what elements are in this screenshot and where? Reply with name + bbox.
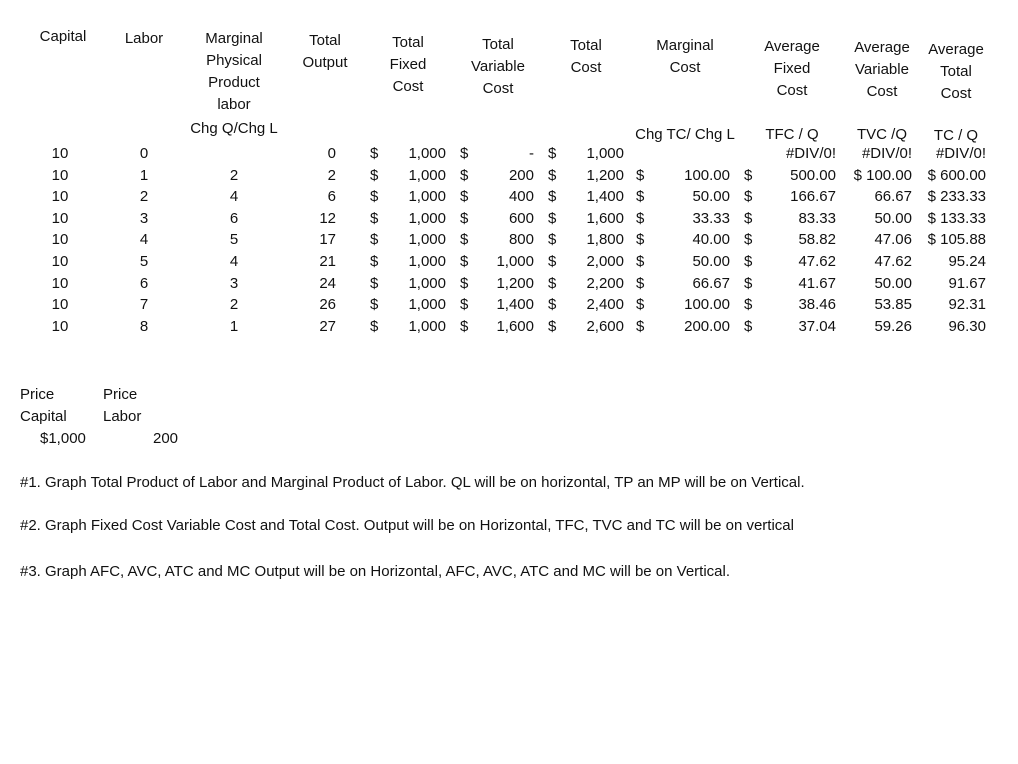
cell-output: 0 (327, 145, 336, 162)
cell-tvc: - (529, 145, 534, 162)
cell-capital: 10 (51, 317, 69, 335)
cell-tvc: 600 (508, 209, 534, 227)
cell-afc: #DIV/0! (785, 145, 836, 162)
cell-tfc: 1,000 (408, 231, 446, 249)
cell-mc: 33.33 (692, 209, 730, 227)
cell-mc: 100.00 (684, 296, 730, 314)
cell-mc: 50.00 (692, 188, 730, 206)
header-marginal-cost: Marginal Cost (656, 37, 714, 76)
price-labor-label: Price Labor (103, 386, 142, 425)
cell-dollar-sign: $ (460, 166, 469, 184)
header-total-output: Total Output (302, 32, 348, 71)
cell-atc: 96.30 (948, 317, 986, 335)
cell-dollar-sign: $ (744, 274, 753, 292)
cell-output: 17 (319, 231, 336, 249)
cell-dollar-sign: $ (548, 166, 557, 184)
cell-avc: 47.06 (874, 231, 912, 249)
cell-mpp: 4 (229, 188, 239, 206)
price-labor-value: 200 (153, 430, 179, 447)
cell-labor: 8 (139, 317, 149, 335)
cell-dollar-sign: $ (370, 231, 379, 249)
cell-mc: 66.67 (692, 274, 730, 292)
cell-dollar-sign: $ (744, 209, 753, 227)
cell-capital: 10 (51, 296, 69, 314)
cell-mpp: 6 (229, 209, 239, 227)
question-2: #2. Graph Fixed Cost Variable Cost and Total Cost. Output will be on Horizontal, TFC, TVC and TC will be on vertical (20, 517, 794, 534)
cell-atc: 92.31 (948, 296, 986, 314)
cell-tvc: 400 (508, 188, 534, 206)
cell-avc: #DIV/0! (861, 145, 912, 162)
cell-capital: 10 (51, 231, 69, 249)
cell-mpp: 2 (229, 296, 239, 314)
cell-capital: 10 (51, 166, 69, 184)
cell-dollar-sign: $ (460, 317, 469, 335)
cell-avc: 53.85 (874, 296, 912, 314)
cell-avc: 50.00 (874, 209, 912, 227)
cell-dollar-sign: $ (548, 145, 557, 162)
cell-tvc: 1,000 (496, 253, 534, 270)
cell-mpp: 4 (229, 253, 239, 270)
cell-avc: 47.62 (874, 253, 912, 270)
cell-avc: 59.26 (874, 317, 912, 335)
cell-dollar-sign: $ (744, 296, 753, 314)
cell-dollar-sign: $ (370, 145, 379, 162)
cell-tfc: 1,000 (408, 145, 446, 162)
cell-mpp: 2 (229, 166, 239, 184)
header-atc-formula: TC / Q (933, 127, 979, 144)
cell-dollar-sign: $ (548, 253, 557, 270)
cell-mc: 50.00 (692, 253, 730, 270)
header-total-cost: Total Cost (570, 37, 602, 76)
cell-dollar-sign: $ (460, 145, 469, 162)
cell-mc: 100.00 (684, 166, 730, 184)
cell-labor: 6 (139, 274, 149, 292)
cell-dollar-sign: $ (636, 209, 645, 227)
cell-labor: 5 (139, 253, 149, 270)
cell-labor: 1 (139, 166, 149, 184)
cell-avc: 66.67 (874, 188, 912, 206)
cell-afc: 83.33 (798, 209, 836, 227)
cell-dollar-sign: $ (636, 188, 645, 206)
cell-dollar-sign: $ (460, 188, 469, 206)
header-marginal-physical-product: Marginal Physical Product labor (205, 30, 263, 113)
cell-dollar-sign: $ (460, 253, 469, 270)
cell-dollar-sign: $ (370, 166, 379, 184)
cell-dollar-sign: $ (548, 274, 557, 292)
header-avc-formula: TVC /Q (856, 126, 907, 143)
cell-dollar-sign: $ (548, 296, 557, 314)
cell-mpp: 1 (229, 317, 239, 335)
cell-atc: $ 233.33 (927, 188, 986, 206)
cell-dollar-sign: $ (460, 274, 469, 292)
cell-output: 21 (319, 253, 336, 270)
question-3: #3. Graph AFC, AVC, ATC and MC Output will be on Horizontal, AFC, AVC, ATC and MC will be on Vertical. (20, 563, 731, 580)
cell-tfc: 1,000 (408, 209, 446, 227)
header-capital: Capital (39, 28, 87, 45)
cell-dollar-sign: $ (370, 188, 379, 206)
cell-dollar-sign: $ (548, 317, 557, 335)
header-total-variable-cost: Total Variable Cost (471, 36, 525, 97)
header-average-variable-cost: Average Variable Cost (854, 39, 910, 100)
cell-tc: 2,000 (586, 253, 624, 270)
cell-labor: 3 (139, 209, 149, 227)
cell-mpp: 3 (229, 274, 239, 292)
cell-tvc: 800 (508, 231, 534, 249)
cell-tvc: 200 (508, 166, 534, 184)
cell-tfc: 1,000 (408, 296, 446, 314)
cell-mc: 200.00 (684, 317, 730, 335)
header-mc-formula: Chg TC/ Chg L (635, 126, 735, 143)
cell-output: 6 (327, 188, 336, 206)
cell-capital: 10 (51, 145, 69, 162)
cell-dollar-sign: $ (636, 296, 645, 314)
cell-atc: $ 105.88 (927, 231, 986, 249)
cell-dollar-sign: $ (636, 231, 645, 249)
cell-afc: 500.00 (790, 166, 836, 184)
cell-atc: #DIV/0! (935, 145, 986, 162)
cell-labor: 0 (139, 145, 149, 162)
cell-tfc: 1,000 (408, 166, 446, 184)
cell-dollar-sign: $ (460, 209, 469, 227)
cell-labor: 4 (139, 231, 149, 249)
cell-dollar-sign: $ (370, 274, 379, 292)
cell-afc: 58.82 (798, 231, 836, 249)
cell-atc: 95.24 (948, 253, 986, 270)
cell-capital: 10 (51, 209, 69, 227)
cell-dollar-sign: $ (370, 253, 379, 270)
cell-dollar-sign: $ (548, 231, 557, 249)
cell-atc: $ 133.33 (927, 209, 986, 227)
header-average-fixed-cost: Average Fixed Cost (764, 38, 820, 99)
cell-dollar-sign: $ (370, 209, 379, 227)
cell-capital: 10 (51, 253, 69, 270)
cell-dollar-sign: $ (744, 253, 753, 270)
cell-tvc: 1,400 (496, 296, 534, 314)
cell-dollar-sign: $ (744, 231, 753, 249)
cell-tc: 1,000 (586, 145, 624, 162)
cell-avc: 50.00 (874, 274, 912, 292)
cell-output: 26 (319, 296, 336, 314)
cell-tfc: 1,000 (408, 317, 446, 335)
cell-afc: 41.67 (798, 274, 836, 292)
cell-capital: 10 (51, 274, 69, 292)
cell-tvc: 1,600 (496, 317, 534, 335)
cell-output: 27 (319, 317, 336, 335)
cell-tc: 2,600 (586, 317, 624, 335)
cell-atc: 91.67 (948, 274, 986, 292)
cell-dollar-sign: $ (460, 296, 469, 314)
cell-tfc: 1,000 (408, 274, 446, 292)
cell-tfc: 1,000 (408, 253, 446, 270)
cell-tc: 2,200 (586, 274, 624, 292)
cell-dollar-sign: $ (744, 188, 753, 206)
cell-dollar-sign: $ (548, 188, 557, 206)
cell-tc: 1,200 (586, 166, 624, 184)
cell-dollar-sign: $ (636, 253, 645, 270)
cell-labor: 7 (139, 296, 149, 314)
cell-capital: 10 (51, 188, 69, 206)
cell-output: 12 (319, 209, 336, 227)
cell-tc: 1,800 (586, 231, 624, 249)
cell-output: 24 (319, 274, 336, 292)
header-mpp-formula: Chg Q/Chg L (190, 120, 278, 137)
cell-mpp: 5 (229, 231, 239, 249)
cell-afc: 38.46 (798, 296, 836, 314)
cell-dollar-sign: $ (636, 274, 645, 292)
cell-labor: 2 (139, 188, 149, 206)
cell-dollar-sign: $ (370, 317, 379, 335)
header-afc-formula: TFC / Q (765, 126, 819, 143)
cell-dollar-sign: $ (460, 231, 469, 249)
cell-dollar-sign: $ (370, 296, 379, 314)
cell-afc: 47.62 (798, 253, 836, 270)
cell-tc: 1,400 (586, 188, 624, 206)
price-capital-value: $1,000 (40, 430, 86, 447)
cell-avc: $ 100.00 (853, 166, 912, 184)
price-capital-label: Price Capital (20, 386, 67, 425)
cell-dollar-sign: $ (744, 166, 753, 184)
cell-tc: 1,600 (586, 209, 624, 227)
cell-dollar-sign: $ (548, 209, 557, 227)
cell-tfc: 1,000 (408, 188, 446, 206)
cell-dollar-sign: $ (636, 317, 645, 335)
cell-atc: $ 600.00 (927, 166, 986, 184)
cell-dollar-sign: $ (636, 166, 645, 184)
cell-dollar-sign: $ (744, 317, 753, 335)
cell-output: 2 (327, 166, 336, 184)
header-labor: Labor (124, 30, 164, 47)
cell-mc: 40.00 (692, 231, 730, 249)
header-total-fixed-cost: Total Fixed Cost (389, 34, 427, 95)
cell-tc: 2,400 (586, 296, 624, 314)
cell-afc: 37.04 (798, 317, 836, 335)
cell-afc: 166.67 (790, 188, 836, 206)
question-1: #1. Graph Total Product of Labor and Marginal Product of Labor. QL will be on horizontal, TP an MP will be on Vertical. (20, 474, 805, 491)
header-average-total-cost: Average Total Cost (928, 41, 984, 102)
cell-tvc: 1,200 (496, 274, 534, 292)
